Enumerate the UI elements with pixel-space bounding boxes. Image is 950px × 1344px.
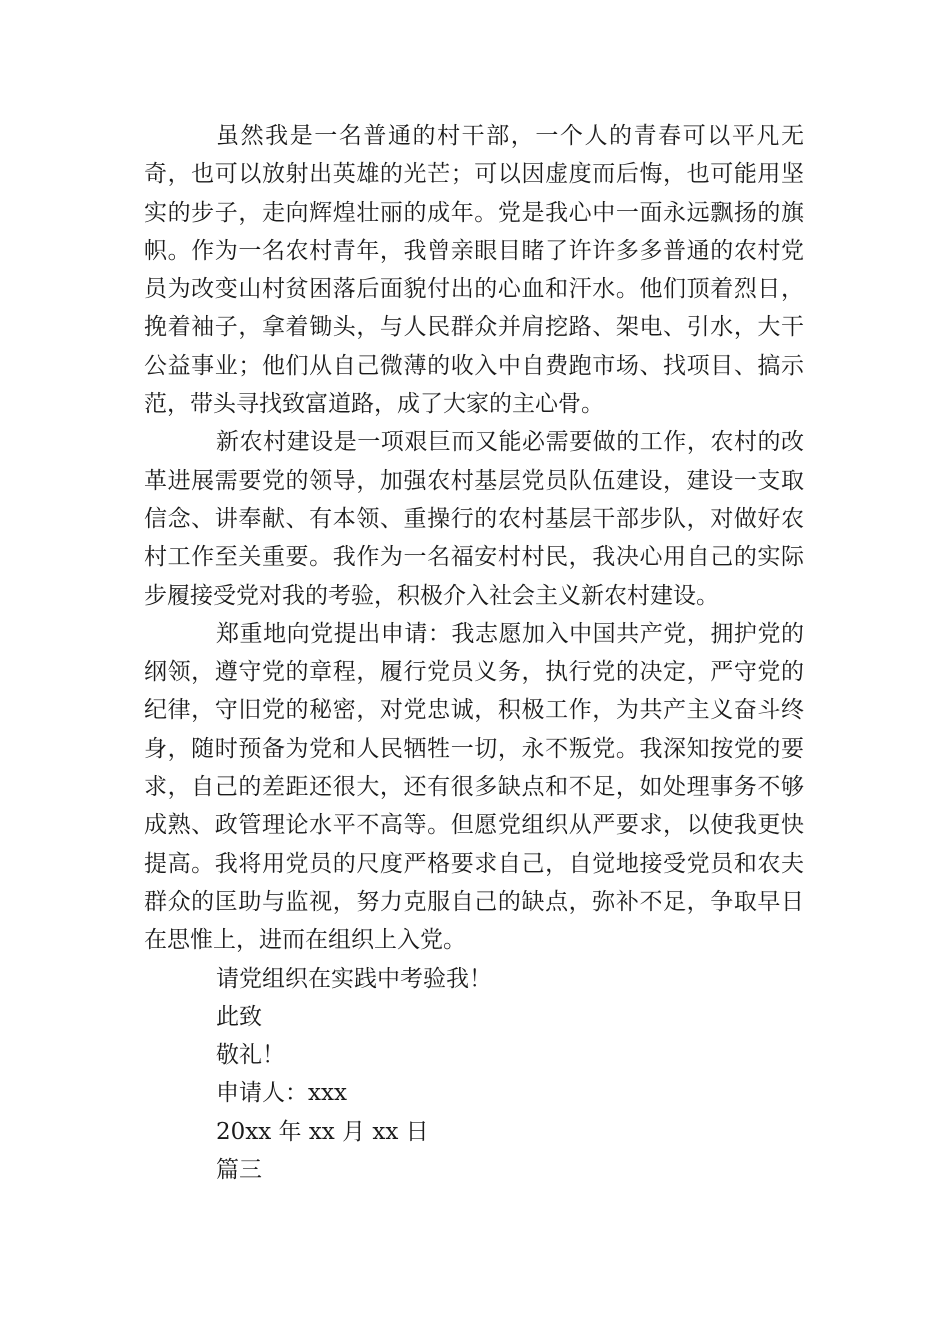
closing-request: 请党组织在实践中考验我！ xyxy=(216,965,492,992)
paragraph-village-cadre: 虽然我是一名普通的村干部，一个人的青春可以平凡无奇，也可以放射出英雄的光芒；可以因虚度而后悔，也可能用坚实的步子，走向辉煌壮丽的成年。党是我心中一面永远飘扬的旗帜。作为一名农村青年，我曾亲眼目睹了许许多多普通的农村党员为改变山村贫困落后面貌付出的心血和汗水。他们顶着烈日，挽着袖子，拿着锄头，与人民群众并肩挖路、架电、引水，大干公益事业；他们从自己微薄的收入中自费跑市场、找项目、搞示范，带头寻找致富道路，成了大家的主心骨。 xyxy=(144,123,804,418)
section-heading: 篇三 xyxy=(216,1157,262,1184)
closing-salutation-1: 此致 xyxy=(216,1003,262,1030)
date-line: 20xx 年 xx 月 xx 日 xyxy=(216,1118,429,1145)
closing-salutation-2: 敬礼！ xyxy=(216,1042,285,1069)
applicant-line: 申请人：xxx xyxy=(216,1080,347,1107)
paragraph-application: 郑重地向党提出申请：我志愿加入中国共产党，拥护党的纲领，遵守党的章程，履行党员义务，执行党的决定，严守党的纪律，守旧党的秘密，对党忠诚，积极工作，为共产主义奋斗终身，随时预备为党和人民牺牲一切，永不叛党。我深知按党的要求，自己的差距还很大，还有很多缺点和不足，如处理事务不够成熟、政管理论水平不高等。但愿党组织从严要求，以使我更快提高。我将用党员的尺度严格要求自己，自觉地接受党员和农夫群众的匡助与监视，努力克服自己的缺点，弥补不足，争取早日在思惟上，进而在组织上入党。 xyxy=(144,620,804,954)
document-body xyxy=(144,117,804,1189)
paragraph-new-countryside: 新农村建设是一项艰巨而又能必需要做的工作，农村的改革进展需要党的领导，加强农村基层党员队伍建设，建设一支取信念、讲奉献、有本领、重操行的农村基层干部步队，对做好农村工作至关重要。我作为一名福安村村民，我决心用自己的实际步履接受党对我的考验，积极介入社会主义新农村建设。 xyxy=(144,429,804,609)
